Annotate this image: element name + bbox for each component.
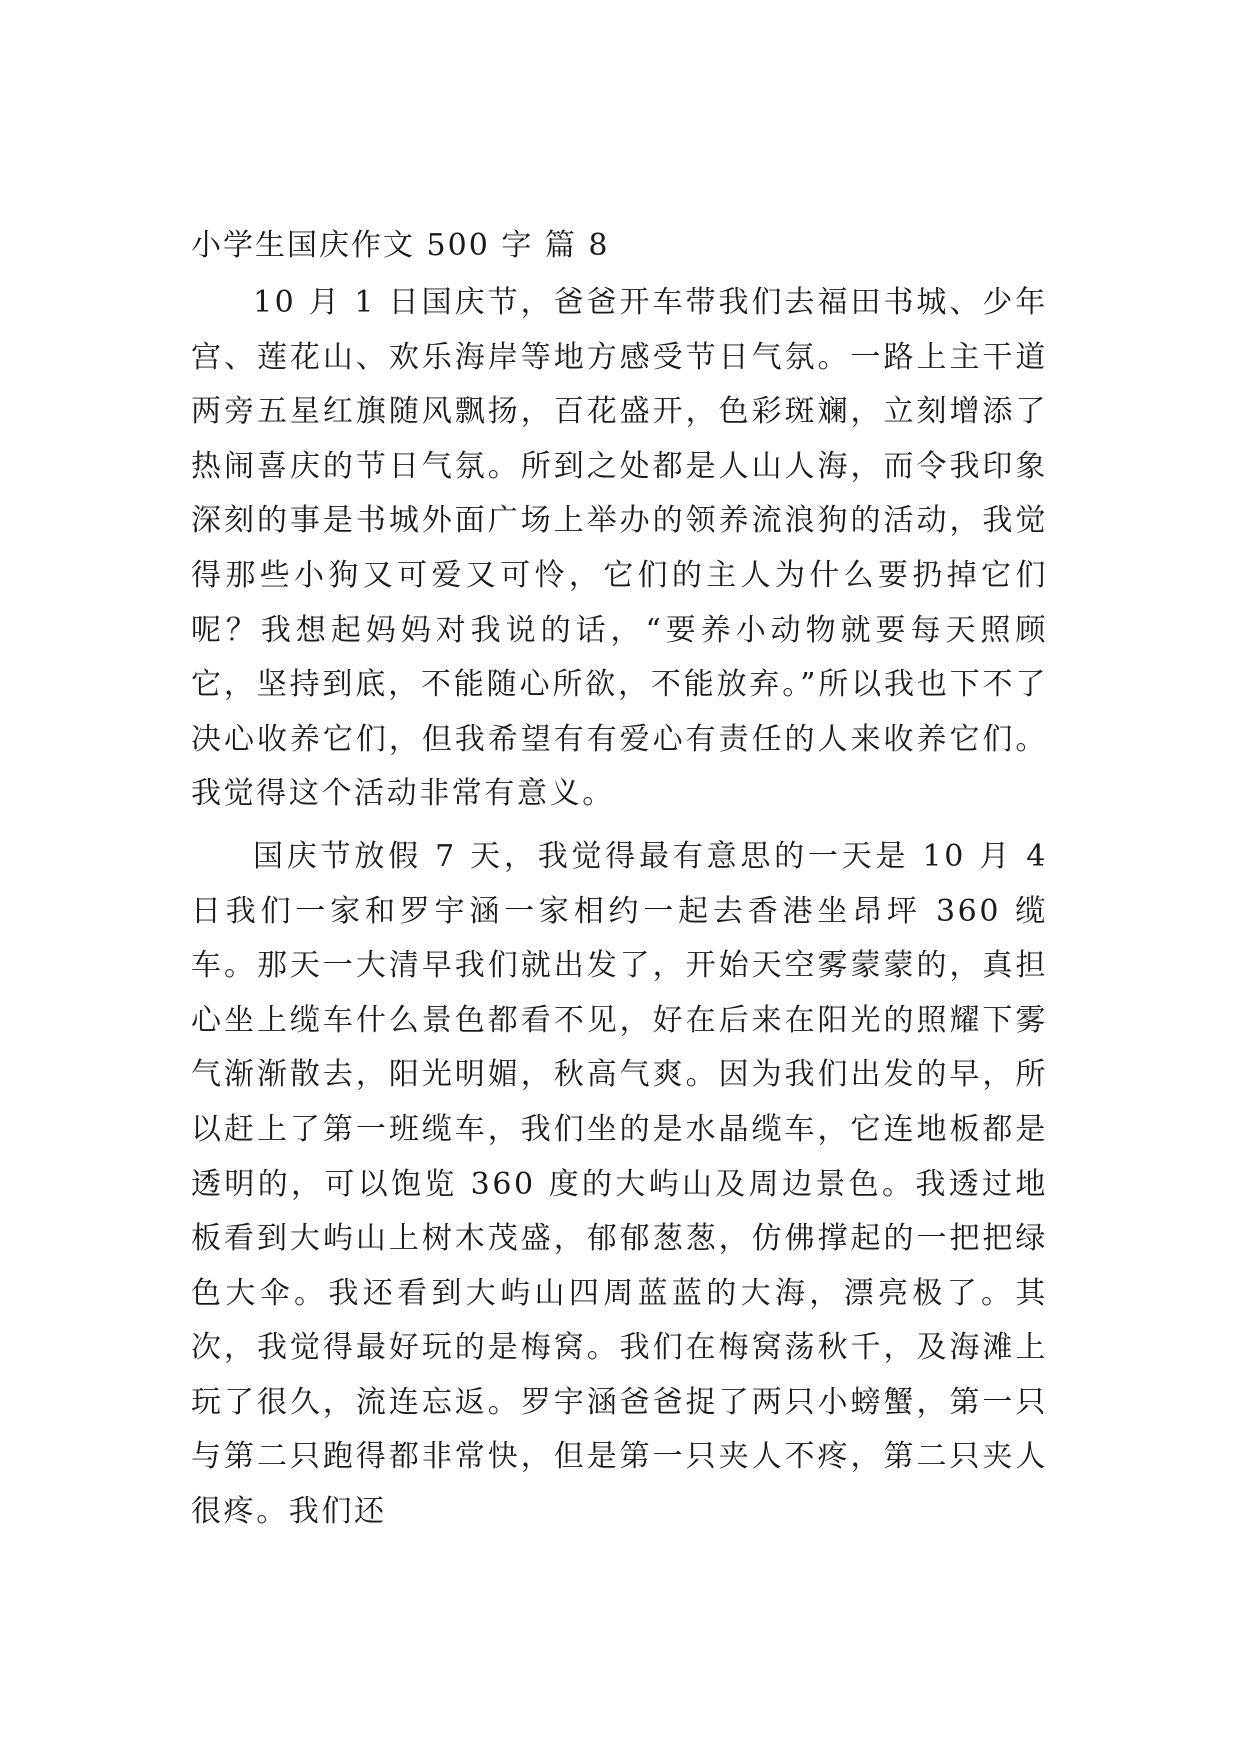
document-body <box>191 222 1048 1548</box>
paragraph-national-day: 10 月 1 日国庆节，爸爸开车带我们去福田书城、少年宫、莲花山、欢乐海岸等地方感受节日气氛。一路上主干道两旁五星红旗随风飘扬，百花盛开，色彩斑斓，立刻增添了热闹喜庆的节日气氛。所到之处都是人山人海，而令我印象深刻的事是书城外面广场上举办的领养流浪狗的活动，我觉得那些小狗又可爱又可怜，它们的主人为什么要扔掉它们呢？我想起妈妈对我说的话，“要养小动物就要每天照顾它，坚持到底，不能随心所欲，不能放弃。”所以我也下不了决心收养它们，但我希望有有爱心有责任的人来收养它们。我觉得这个活动非常有意义。 <box>191 285 1048 812</box>
document-title: 小学生国庆作文 500 字 篇 8 <box>191 228 610 263</box>
paragraph-cable-car-trip: 国庆节放假 7 天，我觉得最有意思的一天是 10 月 4 日我们一家和罗宇涵一家相约一起去香港坐昂坪 360 缆车。那天一大清早我们就出发了，开始天空雾蒙蒙的，真担心坐上缆车什么景色都看不见，好在后来在阳光的照耀下雾气渐渐散去，阳光明媚，秋高气爽。因为我们出发的早，所以赶上了第一班缆车，我们坐的是水晶缆车，它连地板都是透明的，可以饱览 360 度的大屿山及周边景色。我透过地板看到大屿山上树木茂盛，郁郁葱葱，仿佛撑起的一把把绿色大伞。我还看到大屿山四周蓝蓝的大海，漂亮极了。其次，我觉得最好玩的是梅窝。我们在梅窝荡秋千，及海滩上玩了很久，流连忘返。罗宇涵爸爸捉了两只小螃蟹，第一只与第二只跑得都非常快，但是第一只夹人不疼，第二只夹人很疼。我们还 <box>191 838 1048 1530</box>
